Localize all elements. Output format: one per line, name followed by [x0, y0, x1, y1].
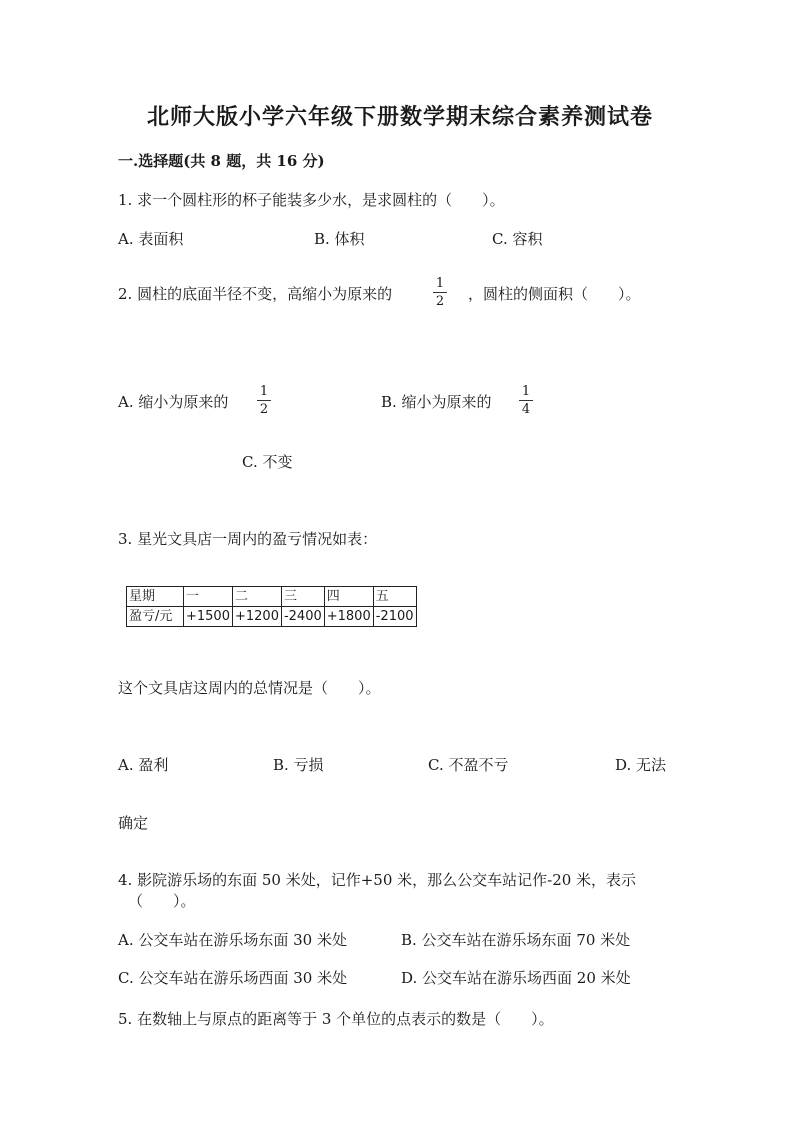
question-4-option-a[interactable]: A. 公交车站在游乐场东面 30 米处	[118, 931, 347, 949]
table-cell: +1800	[324, 607, 373, 627]
table-row	[127, 607, 417, 627]
question-2-stem-part1: 2. 圆柱的底面半径不变，高缩小为原来的	[118, 285, 393, 303]
table-cell: 星期	[127, 587, 184, 607]
fraction-one-half: 1 2	[254, 384, 274, 417]
table-cell: 三	[281, 587, 324, 607]
question-4-stem-line1: 4. 影院游乐场的东面 50 米处，记作+50 米，那么公交车站记作-20 米，表示	[118, 871, 637, 889]
table-cell: 二	[232, 587, 281, 607]
question-4-stem-line2: （ ）。	[128, 892, 196, 910]
question-2-option-a[interactable]: A. 缩小为原来的	[118, 393, 229, 411]
fraction-one-half: 1 2	[430, 276, 450, 309]
table-header-row	[127, 587, 417, 607]
question-4-option-d[interactable]: D. 公交车站在游乐场西面 20 米处	[401, 969, 631, 987]
question-1-option-a[interactable]: A. 表面积	[118, 230, 184, 248]
table-cell: -2400	[281, 607, 324, 627]
question-4-option-c[interactable]: C. 公交车站在游乐场西面 30 米处	[118, 969, 348, 987]
table-cell: +1200	[232, 607, 281, 627]
section-heading: 一.选择题(共 8 题，共 16 分)	[118, 152, 325, 170]
question-1-stem: 1. 求一个圆柱形的杯子能装多少水，是求圆柱的（ ）。	[118, 191, 505, 209]
question-3-option-b[interactable]: B. 亏损	[273, 756, 324, 774]
fraction-one-quarter: 1 4	[516, 384, 536, 417]
question-3-option-d-continued: 确定	[118, 814, 149, 832]
table-cell: 盈亏/元	[127, 607, 184, 627]
question-3-prompt: 这个文具店这周内的总情况是（ ）。	[118, 679, 381, 697]
table-cell: 五	[373, 587, 416, 607]
question-1-option-b[interactable]: B. 体积	[314, 230, 365, 248]
profit-loss-table	[126, 586, 417, 627]
question-3-option-d[interactable]: D. 无法	[615, 756, 667, 774]
question-1-option-c[interactable]: C. 容积	[492, 230, 543, 248]
table-cell: +1500	[184, 607, 233, 627]
question-3-stem: 3. 星光文具店一周内的盈亏情况如表：	[118, 530, 378, 548]
table-cell: 四	[324, 587, 373, 607]
question-2-option-c[interactable]: C. 不变	[242, 453, 293, 471]
page-title: 北师大版小学六年级下册数学期末综合素养测试卷	[146, 104, 653, 130]
table-cell: 一	[184, 587, 233, 607]
question-4-option-b[interactable]: B. 公交车站在游乐场东面 70 米处	[401, 931, 631, 949]
question-3-option-c[interactable]: C. 不盈不亏	[428, 756, 509, 774]
question-2-option-b[interactable]: B. 缩小为原来的	[381, 393, 492, 411]
question-3-option-a[interactable]: A. 盈利	[118, 756, 169, 774]
question-2-stem-part2: ，圆柱的侧面积（ ）。	[468, 285, 641, 303]
table-cell: -2100	[373, 607, 416, 627]
question-5-stem: 5. 在数轴上与原点的距离等于 3 个单位的点表示的数是（ ）。	[118, 1010, 554, 1028]
